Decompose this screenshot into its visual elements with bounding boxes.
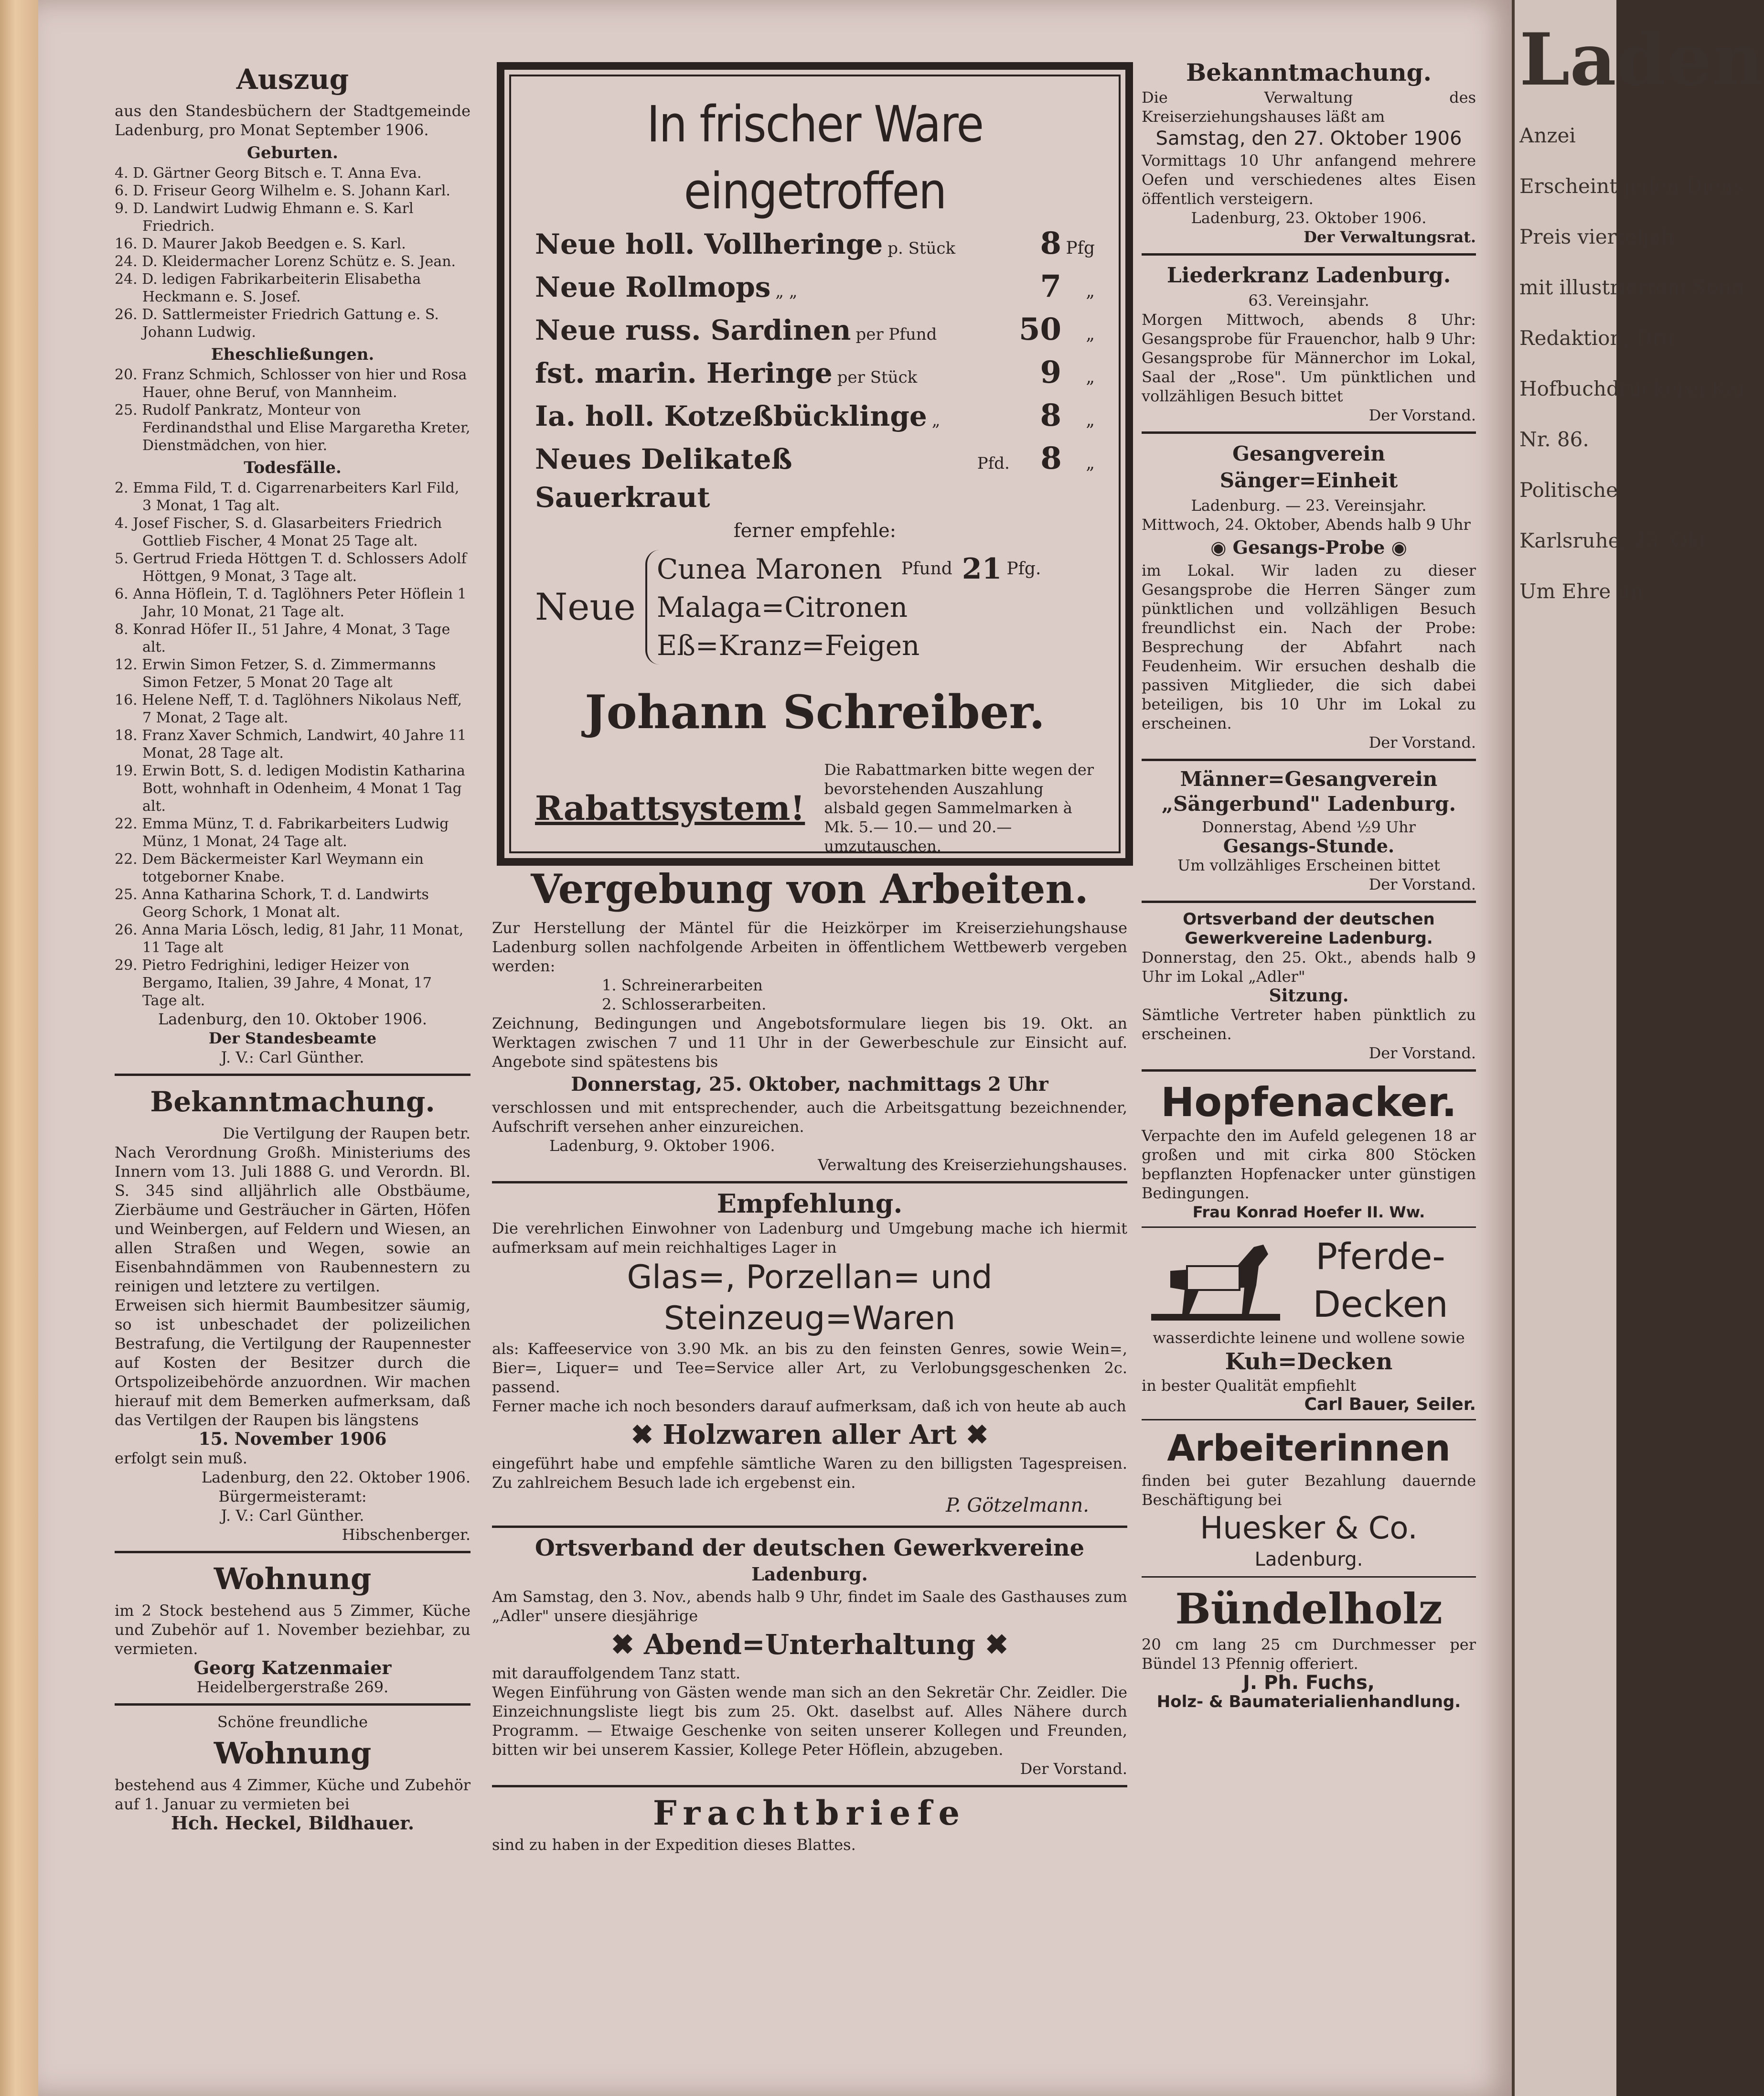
auszug-intro: aus den Standesbüchern der Stadtgemeinde Ladenburg, pro Monat September 1906. [115, 102, 470, 139]
list-item: 6. Anna Höflein, T. d. Taglöhners Peter Höflein 1 Jahr, 10 Monat, 21 Tage alt. [115, 586, 467, 620]
list-item: 9. D. Landwirt Ludwig Ehmann e. S. Karl Friedrich. [115, 200, 414, 235]
ad-price-row [535, 311, 1095, 354]
ortsverband1-body: Am Samstag, den 3. Nov., abends halb 9 Uhr, findet im Saale des Gasthauses zum „Adler" unsere diesjährige [492, 1588, 1127, 1625]
next-page-head: Laden [1519, 18, 1764, 102]
cross-icon: ✖ [966, 1419, 989, 1451]
saenger-body2: im Lokal. Wir laden zu dieser Gesangsprobe die Herren Sänger zum pünktlichen und vollzähligen Besuch freundlichst ein. Nach der Probe: Besprechung der Abfahrt nach Feudenheim. Wir ersuchen deshalb die passiven Mitglieder, die sich dabei beteiligen, bis 10 Uhr im Lokal zu erscheinen. [1142, 561, 1476, 732]
list-item: Karlsruhe, 23. Okt. [1519, 529, 1714, 552]
list-item: Um Ehre un [1519, 580, 1643, 603]
maenner-sign: Der Vorstand. [1368, 875, 1476, 893]
wohnung1-addr: Heidelbergerstraße 269. [196, 1678, 389, 1696]
list-item: 24. D. ledigen Fabrikarbeiterin Elisabetha Heckmann e. S. Josef. [115, 271, 421, 305]
wohnung1-title: Wohnung [214, 1561, 372, 1596]
ortsverband2-sitzung: Sitzung. [1269, 986, 1349, 1006]
bekannt2-date: Ladenburg, 23. Oktober 1906. [1191, 209, 1427, 227]
list-item: 12. Erwin Simon Fetzer, S. d. Zimmermanns Simon Fetzer, 5 Monat 20 Tage alt [115, 656, 436, 691]
vergebung-body: Zeichnung, Bedingungen und Angebotsformulare liegen bis 19. Okt. an Werktagen zwischen 7 und 11 Uhr in der Gewerbeschule zur Einsicht auf. Angebote sind spätestens bis [492, 1014, 1127, 1071]
list-item: Preis vierteljäh [1519, 225, 1674, 248]
saenger-sign: Der Vorstand. [1368, 733, 1476, 752]
list-item: 2. Schlosserarbeiten. [602, 995, 767, 1013]
ad-item-unit: per Stück [837, 368, 918, 387]
tod-title: Todesfälle. [244, 458, 342, 477]
maenner-title2: „Sängerbund" Ladenburg. [1161, 792, 1456, 816]
arbeiter-firm: Huesker & Co. [1200, 1511, 1418, 1546]
pferde-title1: Pferde- [1315, 1235, 1445, 1278]
fracht-body: sind zu haben in der Expedition dieses Blattes. [492, 1836, 856, 1854]
list-item: 22. Dem Bäckermeister Karl Weymann ein totgeborner Knabe. [115, 851, 424, 885]
fracht-title: Frachtbriefe [652, 1793, 967, 1833]
list-item: 26. Anna Maria Lösch, ledig, 81 Jahr, 11 Monat, 11 Tage alt [115, 922, 464, 956]
vergebung-body2: verschlossen und mit entsprechender, auch die Arbeitsgattung bezeichnender, Aufschrift versehen anher einzureichen. [492, 1098, 1127, 1136]
auszug-title: Auszug [236, 63, 349, 96]
auszug-sign1: Der Standesbeamte [208, 1029, 377, 1047]
auszug-sign2: J. V.: Carl Günther. [221, 1048, 364, 1066]
vergebung-intro: Zur Herstellung der Mäntel für die Heizkörper im Kreiserziehungshause Ladenburg sollen nachfolgende Arbeiten in öffentlichem Wettbewerb vergeben werden: [492, 919, 1127, 975]
ad-neue-unit: Pfund [901, 559, 952, 579]
ad-item-name: fst. marin. Heringe [535, 357, 833, 389]
ad-neue-name: Eß=Kranz=Feigen [656, 629, 920, 662]
empfehlung-body3: eingeführt habe und empfehle sämtliche Waren zu den billigsten Tagespreisen. Zu zahlreichem Besuch lade ich ergebenst ein. [492, 1454, 1127, 1492]
ortsverband1-event-text: Abend=Unterhaltung [643, 1628, 976, 1661]
liederkranz-body: Morgen Mittwoch, abends 8 Uhr: Gesangsprobe für Frauenchor, halb 9 Uhr: Gesangsprobe für Männerchor im Lokal, Saal der „Rose". Um pünktlichen und vollzähligen Besuch bittet [1142, 311, 1476, 405]
column-right [1142, 57, 1476, 1711]
ehe-list [115, 366, 470, 454]
saenger-probe [1142, 534, 1476, 561]
bekannt1-deadline: 15. November 1906 [198, 1429, 387, 1449]
bekannt1-body: Nach Verordnung Großh. Ministeriums des Innern vom 13. Juli 1888 G. und Verordn. Bl. S. 345 sind alljährlich alle Obstbäume, Zierbäume und Gesträucher in Gärten, Höfen und Weinbergen, auf Feldern und Wiesen, an allen Straßen und Wegen, sowie an Eisenbahndämmen von Raubennestern zu reinigen und letztere zu vertilgen. [115, 1143, 470, 1295]
maenner-body2: Um vollzähliges Erscheinen bittet [1177, 856, 1440, 874]
book-spine [0, 0, 38, 2096]
list-item: 22. Emma Münz, T. d. Fabrikarbeiters Ludwig Münz, 1 Monat, 24 Tage alt. [115, 816, 449, 850]
empfehlung-holz-text: Holzwaren aller Art [663, 1419, 957, 1451]
vergebung-deadline: Donnerstag, 25. Oktober, nachmittags 2 Uhr [571, 1073, 1048, 1096]
list-item: 25. Rudolf Pankratz, Monteur von Ferdinandsthal und Elise Margaretha Kreter, Dienstmädchen, von hier. [115, 402, 470, 454]
liederkranz-title: Liederkranz Ladenburg. [1166, 263, 1451, 288]
arbeiter-title: Arbeiterinnen [1167, 1427, 1451, 1469]
ortsverband1-event [492, 1625, 1127, 1664]
vergebung-date: Ladenburg, 9. Oktober 1906. [549, 1137, 775, 1155]
pferde-header [1142, 1233, 1476, 1328]
bekannt1-body2: Erweisen sich hiermit Baumbesitzer säumig, so ist unbeschadet der polizeilichen Bestrafung, die Vertilgung der Raupennester auf Kosten der Besitzer durch die Ortspolizeibehörde anzuordnen. Wir machen hierauf mit dem Bemerken aufmerksam, daß das Vertilgen der Raupen bis längstens [115, 1296, 470, 1429]
empfehlung-holz [492, 1416, 1127, 1454]
ad-rabatt-text: Die Rabattmarken bitte wegen der bevorstehenden Auszahlung alsbald gegen Sammelmarken à Mk. 5.— 10.— und 20.— umzutauschen. [824, 761, 1094, 855]
pferde-body2: in bester Qualität empfiehlt [1142, 1376, 1357, 1395]
ad-item-currency: „ [1086, 410, 1095, 430]
ortsverband1-body2: mit darauffolgendem Tanz statt. [492, 1664, 741, 1682]
ortsverband2-sign: Der Vorstand. [1368, 1044, 1476, 1062]
ad-item-currency: „ [1086, 453, 1095, 473]
empfehlung-big: Glas=, Porzellan= und Steinzeug=Waren [627, 1258, 993, 1337]
wohnung1-body: im 2 Stock bestehend aus 5 Zimmer, Küche und Zubehör auf 1. November beziehbar, zu vermieten. [115, 1602, 470, 1658]
wohnung2-pre: Schöne freundliche [217, 1713, 368, 1731]
ad-item-unit: „ [931, 411, 941, 430]
ortsverband2-body: Donnerstag, den 25. Okt., abends halb 9 Uhr im Lokal „Adler" [1142, 948, 1476, 986]
saenger-sub: Ladenburg. — 23. Vereinsjahr. [1191, 496, 1427, 515]
arbeiter-place: Ladenburg. [1254, 1548, 1363, 1570]
vergebung-items [492, 976, 1127, 1014]
geburten-title: Geburten. [247, 143, 338, 162]
auszug-date: Ladenburg, den 10. Oktober 1906. [158, 1010, 428, 1028]
cross-icon: ✖ [611, 1628, 634, 1661]
ad-price-row [535, 225, 1095, 268]
ad-item-price: 50 [1018, 312, 1061, 347]
list-item: 16. Helene Neff, T. d. Taglöhners Nikolaus Neff, 7 Monat, 2 Tage alt. [115, 692, 462, 726]
saenger-title: Gesangverein Sänger=Einheit [1219, 442, 1398, 492]
ad-item-unit: per Pfund [855, 325, 937, 344]
empfehlung-body2: Ferner mache ich noch besonders darauf aufmerksam, daß ich von heute ab auch [492, 1397, 1126, 1415]
maenner-body: Donnerstag, Abend ½9 Uhr [1202, 818, 1416, 836]
list-item: 8. Konrad Höfer II., 51 Jahre, 4 Monat, 3 Tage alt. [115, 621, 450, 656]
column-middle [492, 860, 1127, 1854]
ad-rabatt-title: Rabattsystem! [535, 788, 805, 828]
list-item: 24. D. Kleidermacher Lorenz Schütz e. S. Jean. [115, 253, 456, 270]
ortsverband2-title: Ortsverband der deutschen Gewerkvereine Ladenburg. [1183, 910, 1435, 948]
list-item: 5. Gertrud Frieda Höttgen T. d. Schlossers Adolf Höttgen, 9 Monat, 3 Tage alt. [115, 550, 467, 585]
maenner-stunde: Gesangs-Stunde. [1223, 835, 1395, 857]
pferde-body: wasserdichte leinene und wollene sowie [1153, 1329, 1465, 1347]
geburten-list [115, 164, 470, 341]
list-item: Hofbuchdruckerei Kar [1519, 377, 1748, 400]
bekannt1-title: Bekanntmachung. [150, 1086, 435, 1118]
ortsverband1-title: Ortsverband der deutschen Gewerkvereine [535, 1535, 1085, 1561]
list-item: 4. Josef Fischer, S. d. Glasarbeiters Friedrich Gottlieb Fischer, 4 Monat 25 Tage alt. [115, 515, 442, 549]
bekannt1-subject: Die Vertilgung der Raupen betr. [223, 1124, 470, 1142]
bekannt2-sign: Der Verwaltungsrat. [1304, 228, 1476, 246]
ad-signature: Johann Schreiber. [585, 685, 1045, 739]
ad-item-unit: „ „ [775, 282, 798, 301]
list-item: 4. D. Gärtner Georg Bitsch e. T. Anna Eva. [115, 165, 422, 182]
eye-ornament-icon: ◉ [1391, 537, 1407, 558]
bekannt2-title: Bekanntmachung. [1186, 58, 1432, 86]
buendel-body: 20 cm lang 25 cm Durchmesser per Bündel 13 Pfennig offeriert. [1142, 1635, 1476, 1673]
bekannt1-office: Bürgermeisteramt: [218, 1487, 367, 1505]
ad-neue-label: Neue [535, 586, 636, 629]
bekannt1-body3: erfolgt sein muß. [115, 1449, 247, 1467]
ad-neue-name: Malaga=Citronen [656, 591, 908, 623]
wohnung1-name: Georg Katzenmaier [193, 1657, 392, 1678]
bekannt1-sign: J. V.: Carl Günther. [221, 1506, 364, 1525]
ad-neue-currency: Pfg. [1006, 559, 1041, 579]
bekannt2-body2: Vormittags 10 Uhr anfangend mehrere Oefen und verschiedenes altes Eisen öffentlich versteigern. [1142, 151, 1476, 208]
pferde-kuh: Kuh=Decken [1225, 1348, 1393, 1375]
next-page-lines [1519, 120, 1748, 607]
ad-price-row [535, 440, 1095, 516]
horse-icon [1142, 1233, 1285, 1328]
column-left [115, 57, 470, 1833]
liederkranz-sub: 63. Vereinsjahr. [1248, 291, 1369, 310]
ad-neue-item [657, 550, 1041, 588]
pferde-title2: Decken [1313, 1283, 1448, 1325]
bekannt1-name: Hibschenberger. [342, 1526, 470, 1544]
buendel-firm: J. Ph. Fuchs, [1243, 1672, 1375, 1694]
list-item: 26. D. Sattlermeister Friedrich Gattung e. S. Johann Ludwig. [115, 306, 439, 341]
list-item: Erscheint jeden Diens [1519, 174, 1744, 198]
list-item: Nr. 86. [1519, 428, 1589, 451]
list-item: 18. Franz Xaver Schmich, Landwirt, 40 Jahre 11 Monat, 28 Tage alt. [115, 727, 467, 762]
ad-item-currency: Pfg [1066, 238, 1095, 258]
eye-ornament-icon: ◉ [1210, 537, 1227, 558]
saenger-body: Mittwoch, 24. Oktober, Abends halb 9 Uhr [1142, 516, 1471, 534]
ad-item-currency: „ [1086, 367, 1095, 387]
ad-price-list [535, 225, 1095, 516]
list-item: 1. Schreinerarbeiten [602, 976, 763, 994]
wohnung2-title: Wohnung [214, 1736, 372, 1771]
ad-item-name: Neue holl. Vollheringe [535, 228, 883, 260]
cross-icon: ✖ [985, 1628, 1008, 1661]
ad-rabatt [535, 760, 1095, 856]
ad-neue-items [645, 550, 1041, 665]
ad-neue-block [535, 550, 1095, 665]
next-page-strip [1512, 0, 1764, 2096]
list-item: 29. Pietro Fedrighini, lediger Heizer von Bergamo, Italien, 39 Jahre, 4 Monat, 17 Tage alt. [115, 957, 432, 1009]
list-item: 6. D. Friseur Georg Wilhelm e. S. Johann Karl. [115, 183, 450, 199]
hopfen-sign: Frau Konrad Hoefer II. Ww. [1192, 1203, 1425, 1221]
arbeiter-body: finden bei guter Bezahlung dauernde Beschäftigung bei [1142, 1472, 1476, 1509]
ad-item-price: 8 [1040, 226, 1061, 261]
ehe-title: Eheschließungen. [211, 345, 374, 364]
ad-item-name: Neue russ. Sardinen [535, 314, 851, 346]
ortsverband1-sub: Ladenburg. [751, 1563, 868, 1585]
ad-item-name: Neue Rollmops [535, 271, 771, 303]
list-item: 25. Anna Katharina Schork, T. d. Landwirts Georg Schork, 1 Monat alt. [115, 886, 429, 921]
buendel-title: Bündelholz [1175, 1584, 1443, 1634]
ad-neue-item [657, 588, 1041, 626]
ad-price-row [535, 354, 1095, 397]
ortsverband1-sign: Der Vorstand. [1020, 1760, 1127, 1778]
tod-list [115, 479, 470, 1010]
ad-item-currency: „ [1086, 324, 1095, 344]
ad-item-unit: Pfd. [977, 454, 1010, 473]
ad-item-name: Ia. holl. Kotzeßbücklinge [535, 400, 927, 432]
empfehlung-body: als: Kaffeeservice von 3.90 Mk. an bis zu den feinsten Genres, sowie Wein=, Bier=, Liquer= und Tee=Service aller Art, zu Verlobungsgeschenken 2c. passend. [492, 1340, 1127, 1396]
ad-item-unit: p. Stück [887, 239, 956, 258]
ortsverband2-body2: Sämtliche Vertreter haben pünktlich zu erscheinen. [1142, 1006, 1476, 1043]
vergebung-sign: Verwaltung des Kreiserziehungshauses. [818, 1156, 1127, 1174]
cross-icon: ✖ [631, 1419, 653, 1451]
ad-item-price: 7 [1040, 269, 1061, 304]
ad-ferner: ferner empfehle: [733, 520, 897, 542]
buendel-firm2: Holz- & Baumaterialienhandlung. [1156, 1692, 1461, 1711]
list-item: 19. Erwin Bott, S. d. ledigen Modistin Katharina Bott, wohnhaft in Odenheim, 4 Monat 1 Tag alt. [115, 763, 465, 815]
ad-fish-box [497, 62, 1133, 866]
ad-price-row [535, 397, 1095, 440]
empfehlung-title: Empfehlung. [716, 1188, 903, 1219]
empfehlung-sign: P. Götzelmann. [946, 1494, 1089, 1516]
ad-item-price: 8 [1040, 398, 1061, 433]
hopfen-body: Verpachte den im Aufeld gelegenen 18 ar großen und mit cirka 800 Stöcken bepflanzten Hopfenacker unter günstigen Bedingungen. [1142, 1127, 1476, 1202]
list-item: Politische [1519, 478, 1618, 502]
hopfen-title: Hopfenacker. [1161, 1079, 1457, 1126]
list-item: Redaktion, Dru [1519, 326, 1675, 350]
bekannt1-date: Ladenburg, den 22. Oktober 1906. [201, 1468, 470, 1486]
maenner-title: Männer=Gesangverein [1180, 767, 1438, 791]
ad-neue-price: 21 [962, 552, 1002, 586]
ortsverband1-body3: Wegen Einführung von Gästen wende man sich an den Sekretär Chr. Zeidler. Die Einzeichnungsliste liegt bis zum 25. Okt. daselbst auf. Alles Nähere durch Programm. — Etwaige Geschenke von seiten unserer Kollegen und Freunden, bitten wir bei unserem Kassier, Kollege Peter Höflein, abzugeben. [492, 1683, 1127, 1759]
ad-neue-item [657, 626, 1041, 665]
saenger-probe-text: Gesangs-Probe [1232, 537, 1385, 558]
wohnung2-name: Hch. Heckel, Bildhauer. [171, 1812, 415, 1834]
list-item: 2. Emma Fild, T. d. Cigarrenarbeiters Karl Fild, 3 Monat, 1 Tag alt. [115, 480, 460, 514]
ad-neue-name: Cunea Maronen [656, 553, 882, 585]
bekannt2-date-line: Samstag, den 27. Oktober 1906 [1155, 128, 1462, 150]
vergebung-title: Vergebung von Arbeiten. [531, 865, 1089, 913]
ad-price-row [535, 268, 1095, 311]
list-item: Anzei [1519, 124, 1576, 147]
ad-item-price: 9 [1040, 355, 1061, 390]
empfehlung-intro: Die verehrlichen Einwohner von Ladenburg und Umgebung mache ich hiermit aufmerksam auf mein reichhaltiges Lager in [492, 1219, 1127, 1257]
list-item: mit illustriertem Sonn [1519, 276, 1744, 299]
list-item: 16. D. Maurer Jakob Beedgen e. S. Karl. [115, 236, 406, 252]
pferde-sign: Carl Bauer, Seiler. [1304, 1395, 1476, 1414]
ad-item-price: 8 [1040, 441, 1062, 476]
liederkranz-sign: Der Vorstand. [1368, 406, 1476, 424]
wohnung2-body: bestehend aus 4 Zimmer, Küche und Zubehör auf 1. Januar zu vermieten bei [115, 1776, 470, 1813]
bekannt2-body: Die Verwaltung des Kreiserziehungshauses läßt am [1142, 88, 1476, 126]
ad-item-currency: „ [1086, 281, 1095, 301]
list-item: 20. Franz Schmich, Schlosser von hier und Rosa Hauer, ohne Beruf, von Mannheim. [115, 366, 467, 401]
ad-item-name: Neues Delikateß Sauerkraut [535, 443, 792, 514]
ad-title: In frischer Ware eingetroffen [646, 95, 984, 220]
